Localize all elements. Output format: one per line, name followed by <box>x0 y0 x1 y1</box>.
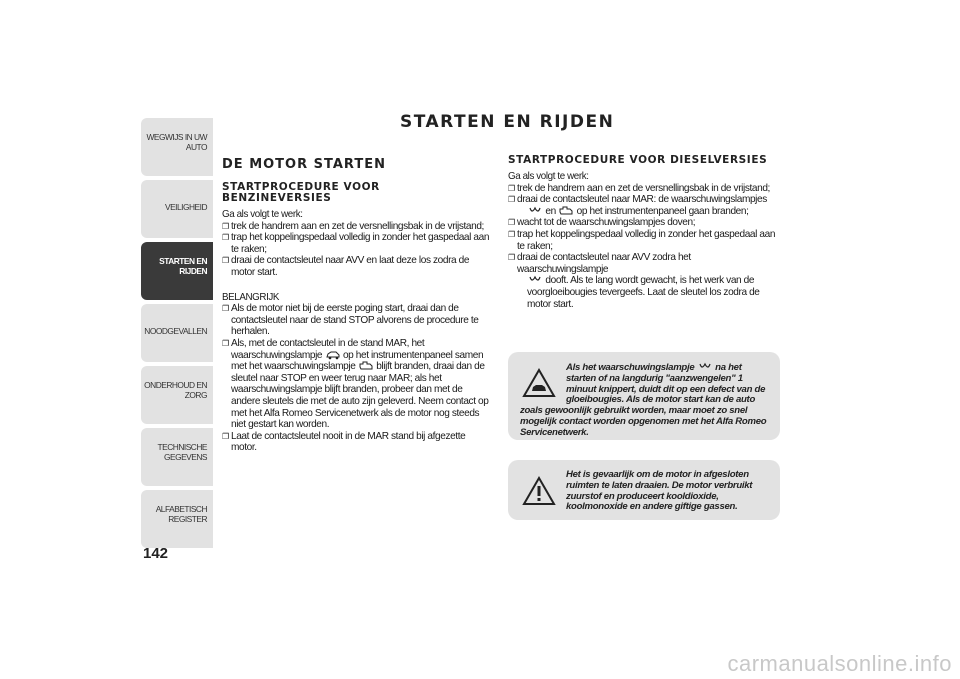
glow-plug-icon <box>527 275 543 285</box>
petrol-start-column <box>222 155 490 454</box>
list-item: ❐ trap het koppelingspedaal volledig in zonder het gaspedaal aan te raken; <box>222 232 490 255</box>
list-item: ❐ Als, met de contactsleutel in de stand MAR, het waarschuwingslampje op het instrumentenpaneel samen met het waarschuwingslampje blijft branden, draai dan de sleutel naar STOP en weer terug naar MAR; als het waarschuwingslampje blijft branden, probeer dan met de andere sleutels die met de auto zijn geleverd. Neem contact op met het Alfa Romeo Servicenetwerk als de motor nog steeds niet gestart kan worden. <box>222 338 490 431</box>
list-item: ❐ trap het koppelingspedaal volledig in zonder het gaspedaal aan te raken; <box>508 229 780 252</box>
important-label: BELANGRIJK <box>222 291 280 303</box>
tab-starten-en-rijden[interactable]: STARTEN EN RIJDEN <box>141 242 213 300</box>
list-item: ❐ Als de motor niet bij de eerste poging start, draai dan de contactsleutel naar de stand STOP alvorens de procedure te herhalen. <box>222 303 490 338</box>
page-number: 142 <box>143 545 169 562</box>
diesel-subtitle: STARTPROCEDURE VOOR DIESELVERSIES <box>508 154 768 166</box>
diesel-intro: Ga als volgt te werk: <box>508 171 589 182</box>
immobilizer-car-icon <box>325 350 341 360</box>
list-item: ❐ draai de contactsleutel naar AVV en laat deze los zodra de motor start. <box>222 255 490 278</box>
tab-alfabetisch-register[interactable]: ALFABETISCH REGISTER <box>141 490 213 548</box>
glow-plug-note: Als het waarschuwingslampje na het starten of na langdurig "aanzwengelen" 1 minuut knippert, duidt dit op een defect van de gloeibougies. Als de motor start kan de auto zoals gewoonlijk gebruikt worden, maar moet zo snel mogelijk contact worden opgenomen met het Alfa Romeo Servicenetwerk. <box>508 352 780 440</box>
tab-veiligheid[interactable]: VEILIGHEID <box>141 180 213 238</box>
engine-malfunction-icon <box>358 361 374 371</box>
diesel-start-column <box>508 155 780 310</box>
petrol-subtitle: STARTPROCEDURE VOOR BENZINEVERSIES <box>222 181 380 204</box>
tab-noodgevallen[interactable]: NOODGEVALLEN <box>141 304 213 362</box>
section-title: DE MOTOR STARTEN <box>222 157 386 172</box>
tab-onderhoud[interactable]: ONDERHOUD EN ZORG <box>141 366 213 424</box>
tab-wegwijs[interactable]: WEGWIJS IN UW AUTO <box>141 118 213 176</box>
list-item: ❐ Laat de contactsleutel nooit in de MAR stand bij afgezette motor. <box>222 431 490 454</box>
list-item: ❐ draai de contactsleutel naar MAR: de waarschuwingslampjes en op het instrumentenpaneel gaan branden; <box>508 194 780 217</box>
glow-plug-icon <box>527 206 543 216</box>
warning-icon <box>522 476 556 506</box>
tab-technische-gegevens[interactable]: TECHNISCHE GEGEVENS <box>141 428 213 486</box>
glow-plug-icon <box>697 362 713 372</box>
car-warning-icon <box>522 368 556 398</box>
list-item: ❐ draai de contactsleutel naar AVV zodra het waarschuwingslampje dooft. Als te lang wordt gewacht, is het werk van de voorgloeibougies tevergeefs. Laat de sleutel los zodra de motor start. <box>508 252 780 310</box>
danger-note: Het is gevaarlijk om de motor in afgesloten ruimten te laten draaien. De motor verbruikt zuurstof en produceert kooldioxide, koolmonoxide en andere giftige gassen. <box>508 460 780 520</box>
watermark: carmanualsonline.info <box>727 651 952 676</box>
petrol-intro: Ga als volgt te werk: <box>222 209 303 220</box>
engine-malfunction-icon <box>558 206 574 216</box>
page-title: STARTEN EN RIJDEN <box>400 112 615 132</box>
list-item: ❐ trek de handrem aan en zet de versnellingsbak in de vrijstand; <box>222 221 490 233</box>
list-item: ❐ trek de handrem aan en zet de versnellingsbak in de vrijstand; <box>508 183 780 195</box>
list-item: ❐ wacht tot de waarschuwingslampjes doven; <box>508 217 780 229</box>
